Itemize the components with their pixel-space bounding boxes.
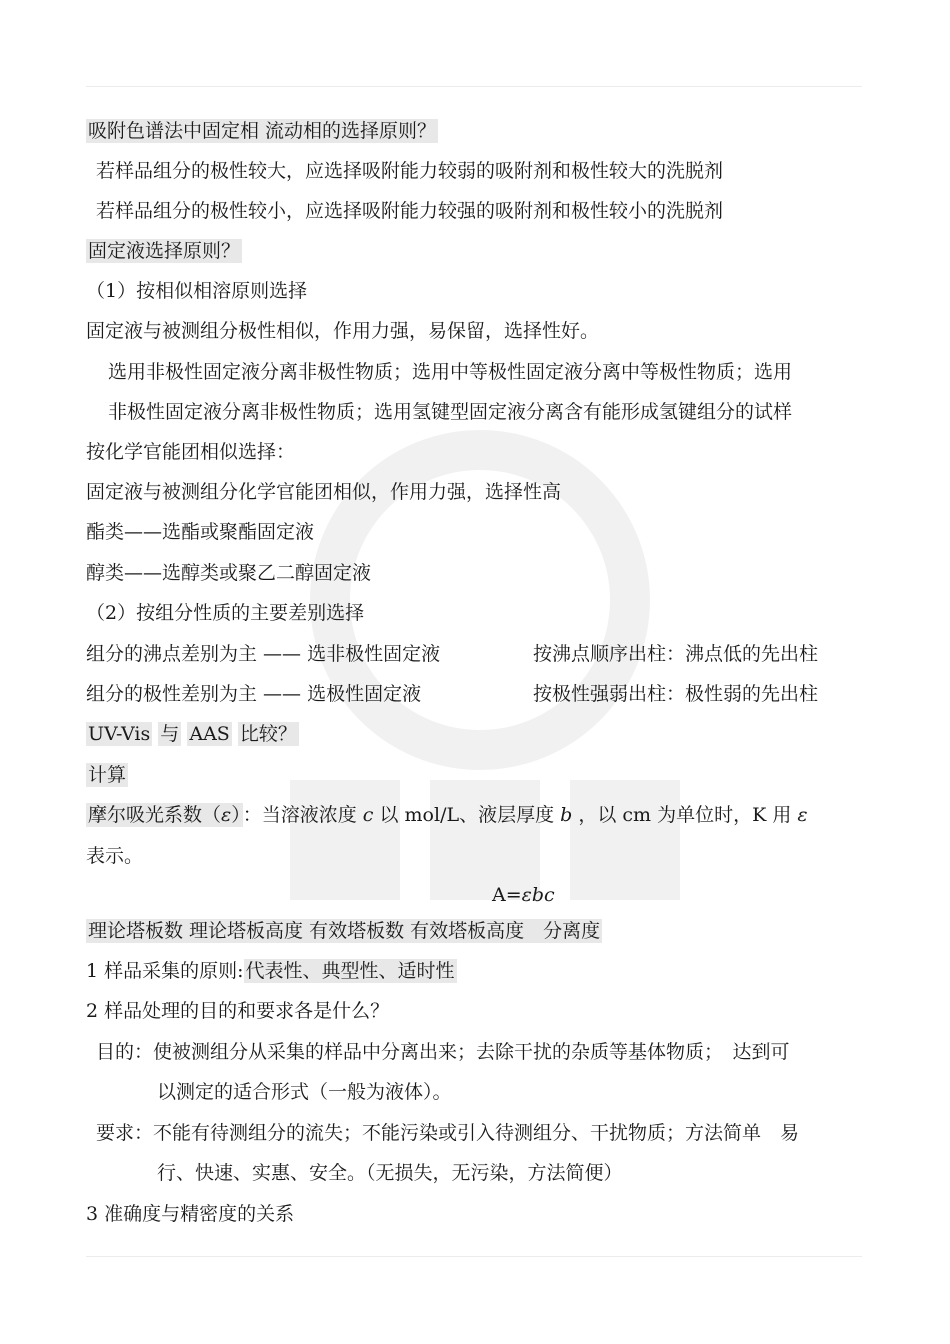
section-2-heading: （2）按组分性质的主要差别选择	[86, 602, 365, 624]
section-1-line-4: 按化学官能团相似选择：	[86, 441, 296, 463]
section-1-line-1: 固定液与被测组分极性相似，作用力强，易保留，选择性好。	[86, 320, 600, 342]
section-1-line-3: 非极性固定液分离非极性物质；选用氢键型固定液分离含有能形成氢键组分的试样	[108, 401, 793, 423]
calc-title: 计算	[88, 764, 127, 786]
requirement-line-2: 行、快速、实惠、安全。（无损失，无污染，方法简便）	[157, 1162, 623, 1184]
molar-absorptivity-line-end: 表示。	[86, 845, 144, 867]
purpose-line-1: 目的：使被测组分从采集的样品中分离出来；去除干扰的杂质等基体物质； 达到可	[96, 1041, 790, 1063]
footer-rule	[86, 1256, 862, 1257]
molar-absorptivity-line: 摩尔吸光系数（ε） ：当溶液浓度 c 以 mol/L、液层厚度 b ，以 cm 为单位时，K 用 ε	[88, 804, 808, 826]
plates-title: 理论塔板数 理论塔板高度 有效塔板数 有效塔板高度 分离度	[88, 920, 601, 942]
accuracy-precision-title: 3 准确度与精密度的关系	[86, 1203, 295, 1225]
adsorption-rule-nonpolar: 若样品组分的极性较小，应选择吸附能力较强的吸附剂和极性较小的洗脱剂	[96, 200, 724, 222]
boiling-point-rule: 组分的沸点差别为主 —— 选非极性固定液	[86, 643, 441, 665]
polarity-elution: 按极性强弱出柱：极性弱的先出柱	[533, 683, 819, 705]
adsorption-rule-polar: 若样品组分的极性较大，应选择吸附能力较弱的吸附剂和极性较大的洗脱剂	[96, 160, 724, 182]
purpose-line-2: 以测定的适合形式（一般为液体）。	[157, 1081, 452, 1103]
section-1-alcohol: 醇类——选醇类或聚乙二醇固定液	[86, 562, 372, 584]
section-1-ester: 酯类——选酯或聚酯固定液	[86, 521, 315, 543]
beer-lambert-formula: A=εbc	[492, 884, 555, 906]
header-rule	[86, 86, 862, 87]
sampling-principle: 1 样品采集的原则: 代表性、典型性、适时性	[86, 960, 455, 982]
section-1-heading: （1）按相似相溶原则选择	[86, 280, 308, 302]
question-adsorption-title: 吸附色谱法中固定相 流动相的选择原则？	[88, 120, 437, 142]
sample-processing-title: 2 样品处理的目的和要求各是什么？	[86, 1000, 390, 1022]
requirement-line-1: 要求：不能有待测组分的流失；不能污染或引入待测组分、干扰物质；方法简单 易	[96, 1122, 800, 1144]
polarity-rule: 组分的极性差别为主 —— 选极性固定液	[86, 683, 422, 705]
uv-vis-aas-title: UV-Vis 与 AAS 比较？	[88, 723, 297, 745]
question-stationary-liquid-title: 固定液选择原则？	[88, 240, 241, 262]
section-1-line-5: 固定液与被测组分化学官能团相似，作用力强，选择性高	[86, 481, 562, 503]
boiling-point-elution: 按沸点顺序出柱：沸点低的先出柱	[533, 643, 819, 665]
section-1-line-2: 选用非极性固定液分离非极性物质；选用中等极性固定液分离中等极性物质；选用	[108, 361, 793, 383]
